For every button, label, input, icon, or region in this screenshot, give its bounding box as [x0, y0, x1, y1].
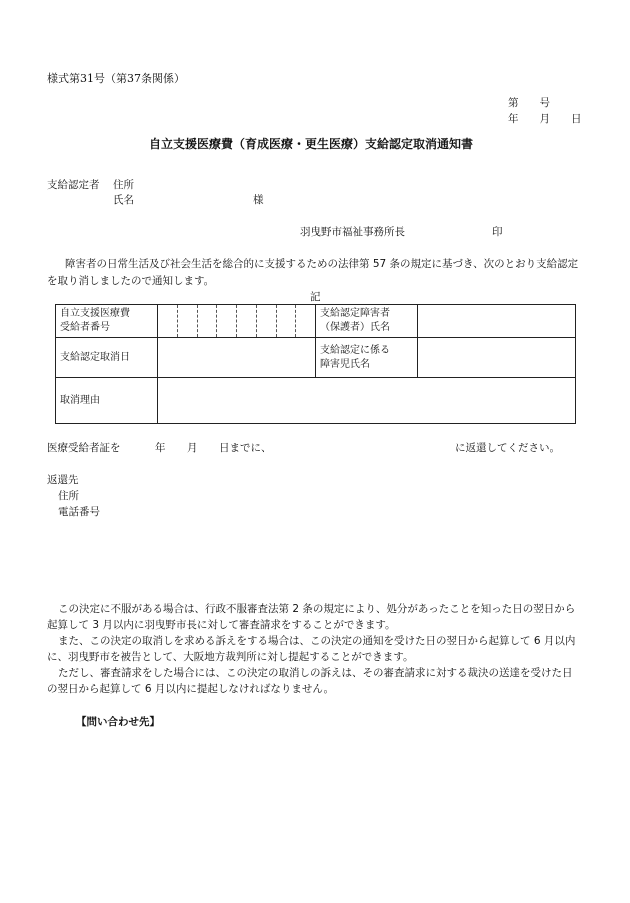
child-name-field[interactable]: [418, 338, 576, 378]
guardian-name-label-line1: 支給認定障害者: [320, 308, 390, 319]
return-year: 年: [155, 442, 166, 454]
guardian-name-label-line2: （保護者）氏名: [320, 322, 390, 333]
return-month: 月: [187, 442, 198, 454]
child-name-label-line2: 障害児氏名: [320, 358, 370, 370]
recipient-number-field[interactable]: [158, 305, 316, 338]
recipient-address-label: 住所: [113, 179, 134, 191]
recipient-label: 支給認定者: [47, 179, 100, 191]
reason-label-text: 取消理由: [60, 394, 100, 406]
guardian-name-label: [316, 305, 418, 338]
ki-heading: 記: [310, 291, 321, 303]
page-title: 自立支援医療費（育成医療・更生医療）支給認定取消通知書: [149, 137, 474, 151]
cancel-date-label: [56, 338, 158, 378]
document-number: 第 号: [508, 97, 550, 109]
return-line-tail: に返還してください。: [455, 442, 560, 454]
reason-label: [56, 378, 158, 424]
appeal-notice-line-6: の翌日から起算して 6 月以内に提起しなければなりません。: [47, 683, 334, 695]
document-date: 年 月 日: [508, 113, 582, 125]
body-text-line-2: を取り消しましたので通知します。: [47, 275, 215, 287]
cancel-date-field[interactable]: [158, 338, 316, 378]
seal-mark: 印: [492, 226, 503, 238]
appeal-notice-line-5: ただし、審査請求をした場合には、この決定の取消しの訴えは、その審査請求に対する裁決の送達を受けた日: [58, 667, 573, 679]
appeal-notice-line-4: に、羽曳野市を被告として、大阪地方裁判所に対し提起することができます。: [47, 651, 414, 663]
digit-box[interactable]: [217, 305, 237, 337]
recipient-name-label: 氏名: [113, 194, 134, 206]
digit-box[interactable]: [296, 305, 315, 337]
digit-box[interactable]: [257, 305, 277, 337]
cancel-date-label-text: 支給認定取消日: [60, 351, 130, 363]
reason-field[interactable]: [158, 378, 576, 424]
appeal-notice-line-2: 起算して 3 月以内に羽曳野市長に対して審査請求をすることができます。: [47, 619, 396, 631]
child-name-label: [316, 338, 418, 378]
child-name-label-line1: 支給認定に係る: [320, 344, 390, 356]
return-destination-label: 返還先: [47, 474, 79, 486]
honorific: 様: [253, 194, 264, 206]
return-line-lead: 医療受給者証を: [47, 442, 121, 454]
return-phone-label: 電話番号: [58, 506, 100, 518]
return-day-until: 日までに、: [219, 442, 272, 454]
digit-box[interactable]: [237, 305, 257, 337]
digit-box[interactable]: [277, 305, 297, 337]
record-table: [55, 304, 576, 424]
digit-box[interactable]: [158, 305, 178, 337]
return-address-label: 住所: [58, 490, 79, 502]
recipient-number-label-line2: 受給者番号: [60, 322, 110, 333]
body-text-line-1: 障害者の日常生活及び社会生活を総合的に支援するための法律第 57 条の規定に基づき、次のとおり支給認定: [65, 258, 579, 270]
recipient-number-label-line1: 自立支援医療費: [60, 308, 130, 319]
form-number: 様式第31号（第37条関係）: [47, 72, 185, 85]
appeal-notice-line-1: この決定に不服がある場合は、行政不服審査法第 2 条の規定により、処分があったことを知った日の翌日から: [58, 603, 576, 615]
digit-box[interactable]: [178, 305, 198, 337]
recipient-number-label: [56, 305, 158, 338]
appeal-notice-line-3: また、この決定の取消しを求める訴えをする場合は、この決定の通知を受けた日の翌日から起算して 6 月以内: [58, 635, 576, 647]
guardian-name-field[interactable]: [418, 305, 576, 338]
digit-box[interactable]: [198, 305, 218, 337]
issuer-name: 羽曳野市福祉事務所長: [300, 226, 405, 238]
inquiry-heading: 【問い合わせ先】: [76, 716, 160, 728]
